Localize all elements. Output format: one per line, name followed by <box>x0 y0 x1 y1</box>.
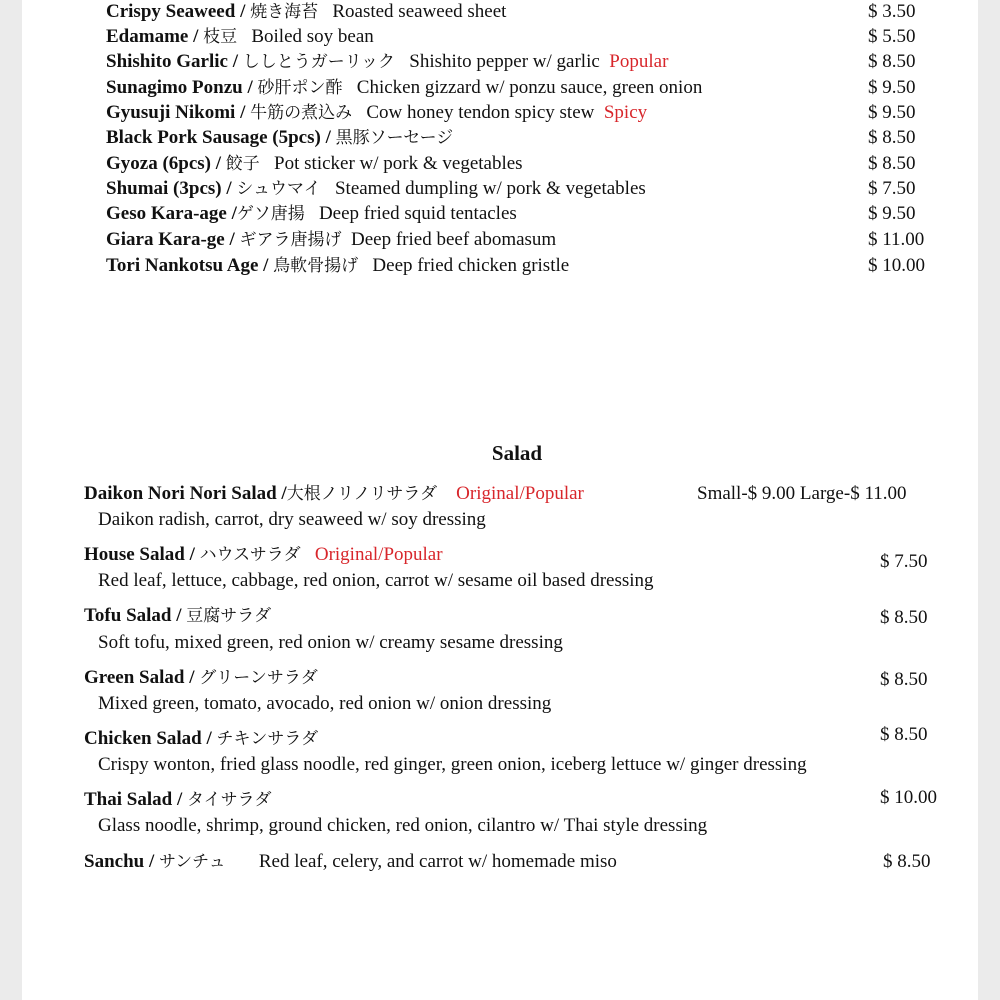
item-name: Tofu Salad <box>84 605 172 626</box>
item-sep: / <box>211 153 226 174</box>
item-price: Small-$ 9.00 Large-$ 11.00 <box>697 483 907 504</box>
item-price: $ 9.50 <box>868 102 916 123</box>
item-name: Geso Kara-age <box>106 203 227 224</box>
item-name: Edamame <box>106 26 189 47</box>
item-jp-name: タイサラダ <box>186 790 272 810</box>
menu-item <box>106 50 668 74</box>
item-jp-name: 牛筋の煮込み <box>250 103 353 123</box>
item-description: Red leaf, lettuce, cabbage, red onion, carrot w/ sesame oil based dressing <box>98 570 654 591</box>
item-sep: / <box>172 789 187 810</box>
item-jp-name: ししとうガーリック <box>242 52 396 72</box>
item-jp-name: シュウマイ <box>236 179 321 199</box>
item-description: Soft tofu, mixed green, red onion w/ creamy sesame dressing <box>98 632 563 653</box>
item-jp-name: 大根ノリノリサラダ <box>286 484 438 504</box>
item-name: Chicken Salad <box>84 728 202 749</box>
item-description: Deep fried chicken gristle <box>372 255 570 276</box>
menu-item <box>106 228 556 252</box>
item-jp-name: チキンサラダ <box>216 729 319 749</box>
item-jp-name: 餃子 <box>225 154 260 174</box>
item-sep: / <box>201 728 217 749</box>
item-jp-name: ギアラ唐揚げ <box>239 230 342 250</box>
item-price: $ 8.50 <box>880 669 928 690</box>
item-jp-name: 焼き海苔 <box>250 2 319 22</box>
menu-item <box>106 177 646 201</box>
menu-item <box>106 202 517 226</box>
menu-item <box>106 0 506 24</box>
item-price: $ 8.50 <box>868 127 916 148</box>
item-price: $ 8.50 <box>880 607 928 628</box>
item-sep: / <box>226 203 237 224</box>
item-name: Shishito Garlic <box>106 51 228 72</box>
item-description: Cow honey tendon spicy stew <box>366 102 595 123</box>
item-price: $ 3.50 <box>868 1 916 22</box>
item-name: Thai Salad <box>84 789 173 810</box>
item-sep: / <box>258 255 274 276</box>
item-name: House Salad <box>84 544 185 565</box>
item-description: Crispy wonton, fried glass noodle, red ginger, green onion, iceberg lettuce w/ ginger dressing <box>98 754 807 775</box>
item-name: Black Pork Sausage (5pcs) <box>106 127 321 148</box>
item-price: $ 9.50 <box>868 77 916 98</box>
item-price: $ 7.50 <box>868 178 916 199</box>
item-description: Steamed dumpling w/ pork & vegetables <box>334 178 646 199</box>
item-jp-name: 黒豚ソーセージ <box>335 128 454 148</box>
item-sep: / <box>171 605 187 626</box>
menu-item <box>106 152 523 176</box>
spicy-tag: Spicy <box>603 102 648 123</box>
item-price: $ 8.50 <box>868 51 916 72</box>
menu-item <box>106 254 569 278</box>
popular-tag: Popular <box>609 51 669 72</box>
item-jp-name: 豆腐サラダ <box>186 606 272 626</box>
item-description: Pot sticker w/ pork & vegetables <box>274 153 523 174</box>
menu-item <box>84 666 318 690</box>
item-price: $ 10.00 <box>880 787 937 808</box>
item-price: $ 8.50 <box>868 153 916 174</box>
item-name: Giara Kara-ge <box>106 229 225 250</box>
item-price: $ 5.50 <box>868 26 916 47</box>
item-jp-name: サンチュ <box>158 852 226 872</box>
item-price: $ 7.50 <box>880 551 928 572</box>
item-description: Deep fried beef abomasum <box>351 229 557 250</box>
item-sep: / <box>221 178 237 199</box>
item-description: Shishito pepper w/ garlic <box>409 51 600 72</box>
item-price: $ 11.00 <box>868 229 925 250</box>
menu-item <box>106 126 453 150</box>
item-sep: / <box>184 667 200 688</box>
item-jp-name: ハウスサラダ <box>199 545 301 565</box>
menu-item <box>106 25 374 49</box>
item-name: Shumai (3pcs) <box>106 178 222 199</box>
item-jp-name: グリーンサラダ <box>199 668 318 688</box>
item-description: Daikon radish, carrot, dry seaweed w/ soy dressing <box>98 509 486 530</box>
item-sep: / <box>184 544 200 565</box>
original-popular-tag: Original/Popular <box>456 483 584 504</box>
menu-item <box>106 101 647 125</box>
menu-item <box>106 76 702 100</box>
item-description: Deep fried squid tentacles <box>318 203 517 224</box>
item-sep: / <box>144 851 159 872</box>
original-popular-tag: Original/Popular <box>314 544 443 565</box>
item-name: Gyoza (6pcs) <box>106 153 212 174</box>
menu-item <box>84 482 584 506</box>
item-name: Crispy Seaweed <box>106 1 236 22</box>
item-description: Glass noodle, shrimp, ground chicken, red onion, cilantro w/ Thai style dressing <box>98 815 708 836</box>
item-price: $ 9.50 <box>868 203 916 224</box>
menu-item <box>84 604 271 628</box>
item-price: $ 8.50 <box>883 851 931 872</box>
item-price: $ 8.50 <box>880 724 928 745</box>
item-sep: / <box>320 127 336 148</box>
item-description: Roasted seaweed sheet <box>332 1 507 22</box>
item-description: Boiled soy bean <box>251 26 374 47</box>
item-description: Chicken gizzard w/ ponzu sauce, green onion <box>356 77 703 98</box>
item-description: Red leaf, celery, and carrot w/ homemade miso <box>258 851 617 872</box>
item-description: Mixed green, tomato, avocado, red onion w/ onion dressing <box>98 693 552 714</box>
item-price: $ 10.00 <box>868 255 925 276</box>
item-sep: / <box>224 229 240 250</box>
item-name: Sanchu <box>84 851 145 872</box>
item-sep: / <box>227 51 243 72</box>
item-sep: / <box>276 483 287 504</box>
item-jp-name: 砂肝ポン酢 <box>257 78 343 98</box>
item-sep: / <box>235 102 251 123</box>
section-title-salad: Salad <box>491 441 543 465</box>
item-sep: / <box>242 77 258 98</box>
item-jp-name: ゲソ唐揚 <box>236 204 305 224</box>
item-name: Tori Nankotsu Age <box>106 255 259 276</box>
item-sep: / <box>188 26 204 47</box>
item-jp-name: 鳥軟骨揚げ <box>273 256 359 276</box>
menu-item <box>84 543 443 567</box>
item-jp-name: 枝豆 <box>203 27 238 47</box>
menu-page <box>22 0 978 1000</box>
menu-item <box>84 727 318 751</box>
menu-item <box>84 850 617 874</box>
item-name: Sunagimo Ponzu <box>106 77 243 98</box>
item-sep: / <box>235 1 251 22</box>
item-name: Gyusuji Nikomi <box>106 102 236 123</box>
item-name: Green Salad <box>84 667 185 688</box>
item-name: Daikon Nori Nori Salad <box>84 483 277 504</box>
menu-item <box>84 788 271 812</box>
